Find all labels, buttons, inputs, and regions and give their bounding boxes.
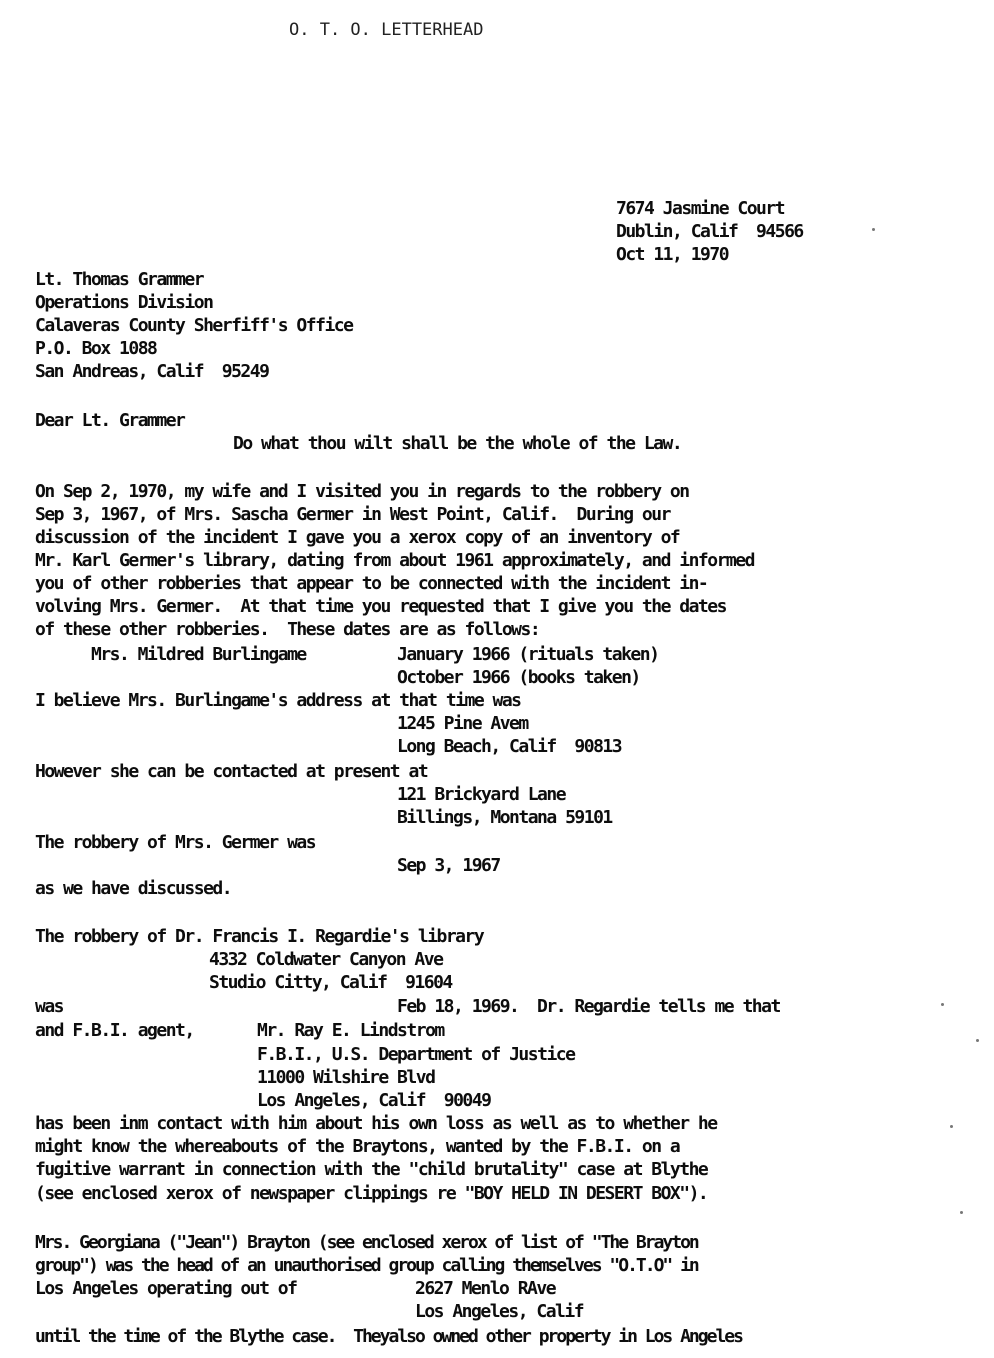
body-line: as we have discussed. bbox=[35, 878, 232, 899]
body-line: fugitive warrant in connection with the "child brutality" case at Blythe bbox=[35, 1159, 708, 1180]
body-line: However she can be contacted at present at bbox=[35, 761, 428, 782]
recipient-office: Calaveras County Sherfiff's Office bbox=[35, 315, 353, 336]
germer-date: Sep 3, 1967 bbox=[397, 855, 500, 876]
body-line: I believe Mrs. Burlingame's address at that time was bbox=[35, 690, 521, 711]
agent-street: 11000 Wilshire Blvd bbox=[257, 1067, 435, 1088]
body-line: group") was the head of an unauthorised group calling themselves "O.T.O" in bbox=[35, 1255, 698, 1276]
burlingame-date-2: October 1966 (books taken) bbox=[397, 667, 640, 688]
scan-speck bbox=[872, 228, 875, 231]
body-line: and F.B.I. agent, bbox=[35, 1020, 194, 1041]
scan-speck bbox=[960, 1211, 963, 1214]
recipient-division: Operations Division bbox=[35, 292, 213, 313]
motto: Do what thou wilt shall be the whole of the Law. bbox=[233, 433, 682, 454]
burlingame-old-street: 1245 Pine Avem bbox=[397, 713, 528, 734]
sender-city: Dublin, Calif 94566 bbox=[616, 221, 803, 242]
burlingame-name: Mrs. Mildred Burlingame bbox=[91, 644, 306, 665]
body-line: The robbery of Mrs. Germer was bbox=[35, 832, 316, 853]
body-line: (see enclosed xerox of newspaper clippings re "BOY HELD IN DESERT BOX"). bbox=[35, 1183, 708, 1204]
recipient-box: P.O. Box 1088 bbox=[35, 338, 157, 359]
body-line: The robbery of Dr. Francis I. Regardie's library bbox=[35, 926, 484, 947]
agent-city: Los Angeles, Calif 90049 bbox=[257, 1090, 491, 1111]
salutation: Dear Lt. Grammer bbox=[35, 410, 185, 431]
body-line: Los Angeles operating out of bbox=[35, 1278, 297, 1299]
body-line: Mrs. Georgiana ("Jean") Brayton (see enclosed xerox of list of "The Brayton bbox=[35, 1232, 698, 1253]
regardie-street: 4332 Coldwater Canyon Ave bbox=[209, 949, 443, 970]
body-line: you of other robberies that appear to be connected with the incident in- bbox=[35, 573, 708, 594]
burlingame-new-city: Billings, Montana 59101 bbox=[397, 807, 612, 828]
sender-street: 7674 Jasmine Court bbox=[616, 198, 785, 219]
body-line: until the time of the Blythe case. Theyalso owned other property in Los Angeles bbox=[35, 1326, 742, 1347]
body-line: might know the whereabouts of the Braytons, wanted by the F.B.I. on a bbox=[35, 1136, 680, 1157]
burlingame-date-1: January 1966 (rituals taken) bbox=[397, 644, 659, 665]
body-line: On Sep 2, 1970, my wife and I visited you in regards to the robbery on bbox=[35, 481, 689, 502]
body-line: discussion of the incident I gave you a xerox copy of an inventory of bbox=[35, 527, 680, 548]
letterhead-title: O. T. O. LETTERHEAD bbox=[289, 20, 484, 40]
burlingame-new-street: 121 Brickyard Lane bbox=[397, 784, 566, 805]
scan-speck bbox=[941, 1003, 944, 1006]
recipient-city: San Andreas, Calif 95249 bbox=[35, 361, 269, 382]
agent-name: Mr. Ray E. Lindstrom bbox=[257, 1020, 444, 1041]
brayton-city: Los Angeles, Calif bbox=[415, 1301, 584, 1322]
body-line: has been inm contact with him about his own loss as well as to whether he bbox=[35, 1113, 717, 1134]
regardie-date: Feb 18, 1969. Dr. Regardie tells me that bbox=[397, 996, 780, 1017]
brayton-street: 2627 Menlo RAve bbox=[415, 1278, 556, 1299]
recipient-name: Lt. Thomas Grammer bbox=[35, 269, 204, 290]
body-line: Sep 3, 1967, of Mrs. Sascha Germer in West Point, Calif. During our bbox=[35, 504, 670, 525]
letter-date: Oct 11, 1970 bbox=[616, 244, 729, 265]
scan-speck bbox=[950, 1125, 953, 1128]
body-line: was bbox=[35, 996, 64, 1017]
regardie-city: Studio Citty, Calif 91604 bbox=[209, 972, 452, 993]
body-line: of these other robberies. These dates are as follows: bbox=[35, 619, 540, 640]
body-line: volving Mrs. Germer. At that time you requested that I give you the dates bbox=[35, 596, 726, 617]
scan-speck bbox=[976, 1039, 979, 1042]
agent-department: F.B.I., U.S. Department of Justice bbox=[257, 1044, 575, 1065]
burlingame-old-city: Long Beach, Calif 90813 bbox=[397, 736, 622, 757]
body-line: Mr. Karl Germer's library, dating from about 1961 approximately, and informed bbox=[35, 550, 754, 571]
